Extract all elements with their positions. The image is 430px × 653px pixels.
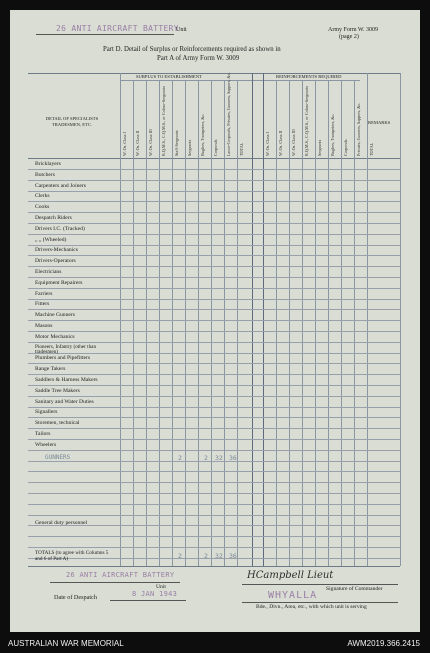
header-bottom-rule <box>28 158 400 159</box>
detail-header: DETAIL OF SPECIALISTS TRADESMEN, ETC. <box>45 116 99 127</box>
unit-stamp-top: 26 ANTI AIRCRAFT BATTERY <box>56 24 179 33</box>
form-title-line1: Part D. Detail of Surplus or Reinforcements required as shown in <box>103 46 281 53</box>
commander-signature: HCampbell Lieut <box>247 570 334 581</box>
row-label: Machine Gunners <box>35 312 75 319</box>
totals-privates: 32 <box>215 552 223 560</box>
place-underline <box>242 602 398 603</box>
table-bottom-rule <box>28 566 400 567</box>
row-rule <box>28 212 400 213</box>
reinforcement-column-header: Corporals <box>343 139 348 156</box>
row-label: Electricians <box>35 269 62 275</box>
surplus-column-header: TOTAL <box>239 142 244 156</box>
reinforcement-column-header: W. Os. Class II <box>278 130 283 156</box>
gunners-corporals: 2 <box>204 454 208 462</box>
totals-corporals: 2 <box>204 552 208 560</box>
surplus-column-header: Sergeants <box>187 139 192 156</box>
row-rule <box>28 266 400 267</box>
caption-left: AUSTRALIAN WAR MEMORIAL <box>8 639 124 648</box>
remarks-header: REMARKS <box>368 120 391 125</box>
date-of-despatch-label: Date of Despatch <box>54 594 97 601</box>
row-label: Saddle Tree Makers <box>35 387 80 394</box>
unit-underline <box>36 34 174 35</box>
row-rule <box>28 493 400 494</box>
row-label: Drivers-Operators <box>35 258 76 265</box>
reinforcement-column-header: R.Q.M.S., C.Q.M.S., or Colour-Sergeants <box>304 86 309 156</box>
gunners-privates: 32 <box>215 454 223 462</box>
date-stamp: 8 JAN 1943 <box>132 590 178 598</box>
unit-label-bottom: Unit <box>156 584 166 590</box>
form-title-line2: Part A of Army Form W. 3009 <box>157 55 240 62</box>
row-rule <box>28 245 400 246</box>
column-rule <box>400 73 401 566</box>
surplus-column-header: Lance-Corporals, Privates, Gunners, Sappers, &c. <box>226 72 231 156</box>
row-label: Signallers <box>35 409 58 416</box>
row-rule <box>28 277 400 278</box>
row-label: Fitters <box>35 301 50 308</box>
surplus-column-header: Staff-Sergeants <box>174 130 179 156</box>
group-header-rule <box>120 80 360 81</box>
row-rule <box>28 504 400 505</box>
gunners-total: 36 <box>229 454 237 462</box>
caption-right: AWM2019.366.2415 <box>347 639 420 648</box>
row-label: „ „ (Wheeled) <box>35 236 67 243</box>
row-rule <box>28 201 400 202</box>
row-label: Sanitary and Water Duties <box>35 398 94 405</box>
reinforcement-column-header: Buglers, Trumpeters, &c. <box>330 113 335 156</box>
general-duty-label: General duty personnel <box>35 520 88 526</box>
row-rule <box>28 234 400 235</box>
row-rule <box>28 417 400 418</box>
row-label: Despatch Riders <box>35 215 72 221</box>
row-rule <box>28 407 400 408</box>
row-rule <box>28 309 400 310</box>
row-rule <box>28 536 400 537</box>
row-rule <box>28 320 400 321</box>
row-rule <box>28 223 400 224</box>
surplus-column-header: R.Q.M.S., C.Q.M.S., or Colour-Sergeants <box>161 86 166 156</box>
form-reference: Army Form W. 3009 <box>328 27 379 33</box>
surplus-column-header: W. Os. Class I <box>122 132 127 156</box>
row-label: Saddlers & Harness Makers <box>35 377 98 383</box>
row-rule <box>28 363 400 364</box>
table-top-rule <box>28 73 400 74</box>
row-rule <box>28 547 400 548</box>
row-rule <box>28 439 400 440</box>
surplus-column-header: W. Os. Class II <box>135 130 140 156</box>
signature-label: Signature of Commander <box>326 586 383 592</box>
unit-stamp-bottom: 26 ANTI AIRCRAFT BATTERY <box>66 571 175 579</box>
reinforcement-column-header: TOTAL <box>369 142 374 156</box>
row-rule <box>28 374 400 375</box>
row-rule <box>28 299 400 300</box>
date-underline <box>110 600 186 601</box>
row-label: Bricklayers <box>35 161 61 167</box>
row-rule <box>28 255 400 256</box>
row-label: Range Takers <box>35 366 66 373</box>
row-label: Carpenters and Joiners <box>35 182 86 189</box>
surplus-column-header: Corporals <box>213 139 218 156</box>
row-rule <box>28 428 400 429</box>
row-rule <box>28 191 400 192</box>
row-label: Clerks <box>35 193 50 200</box>
row-label: Cooks <box>35 204 50 211</box>
row-rule <box>28 515 400 516</box>
place-stamp: WHYALLA <box>268 590 318 601</box>
row-rule <box>28 288 400 289</box>
reinforcement-column-header: Sergeants <box>317 139 322 156</box>
row-label: Pioneers, Infantry (other than tradesmen) <box>35 343 97 355</box>
gunners-label: GUNNERS <box>45 454 71 461</box>
row-rule <box>28 482 400 483</box>
row-rule <box>28 180 400 181</box>
totals-sergeants: 2 <box>178 552 182 560</box>
totals-total: 36 <box>229 552 237 560</box>
reinforcement-column-header: W. Os. Class III <box>291 129 296 156</box>
row-label: Farriers <box>35 290 53 297</box>
row-label: Drivers-Mechanics <box>35 247 78 254</box>
row-label: Motor Mechanics <box>35 333 75 340</box>
row-label: Wheelers <box>35 441 57 448</box>
surplus-header: SURPLUS TO ESTABLISHMENT <box>136 74 202 79</box>
row-rule <box>28 342 400 343</box>
page-reference: (page 2) <box>339 34 359 40</box>
form-sheet <box>10 10 420 632</box>
signature-underline <box>242 584 398 585</box>
row-rule <box>28 331 400 332</box>
place-label: Bde., Divn., Area, etc., with which unit is serving <box>256 604 367 610</box>
totals-label: TOTALS (to agree with Columns 5 and 6 of Part A) <box>35 550 109 562</box>
row-label: Drivers I.C. (Tracked) <box>35 225 85 232</box>
surplus-column-header: W. Os. Class III <box>148 129 153 156</box>
unit-label-top: Unit <box>176 27 187 33</box>
row-label: Masons <box>35 323 53 329</box>
gunners-sergeants: 2 <box>178 454 182 462</box>
row-rule <box>28 396 400 397</box>
row-label: Equipment Repairers <box>35 279 83 286</box>
row-label: Plumbers and Pipefitters <box>35 355 90 362</box>
row-rule <box>28 471 400 472</box>
row-rule <box>28 450 400 451</box>
unit-underline-bottom <box>50 582 180 583</box>
row-rule <box>28 169 400 170</box>
reinforcements-header: REINFORCEMENTS REQUIRED <box>276 74 342 79</box>
surplus-column-header: Buglers, Trumpeters, &c. <box>200 113 205 156</box>
row-label: Storemen, technical <box>35 420 80 427</box>
row-rule <box>28 385 400 386</box>
row-rule <box>28 461 400 462</box>
row-label: Butchers <box>35 171 55 178</box>
row-label: Tailors <box>35 431 51 437</box>
reinforcement-column-header: W. Os. Class I <box>265 132 270 156</box>
reinforcement-column-header: Privates, Gunners, Sappers, &c. <box>356 102 361 156</box>
